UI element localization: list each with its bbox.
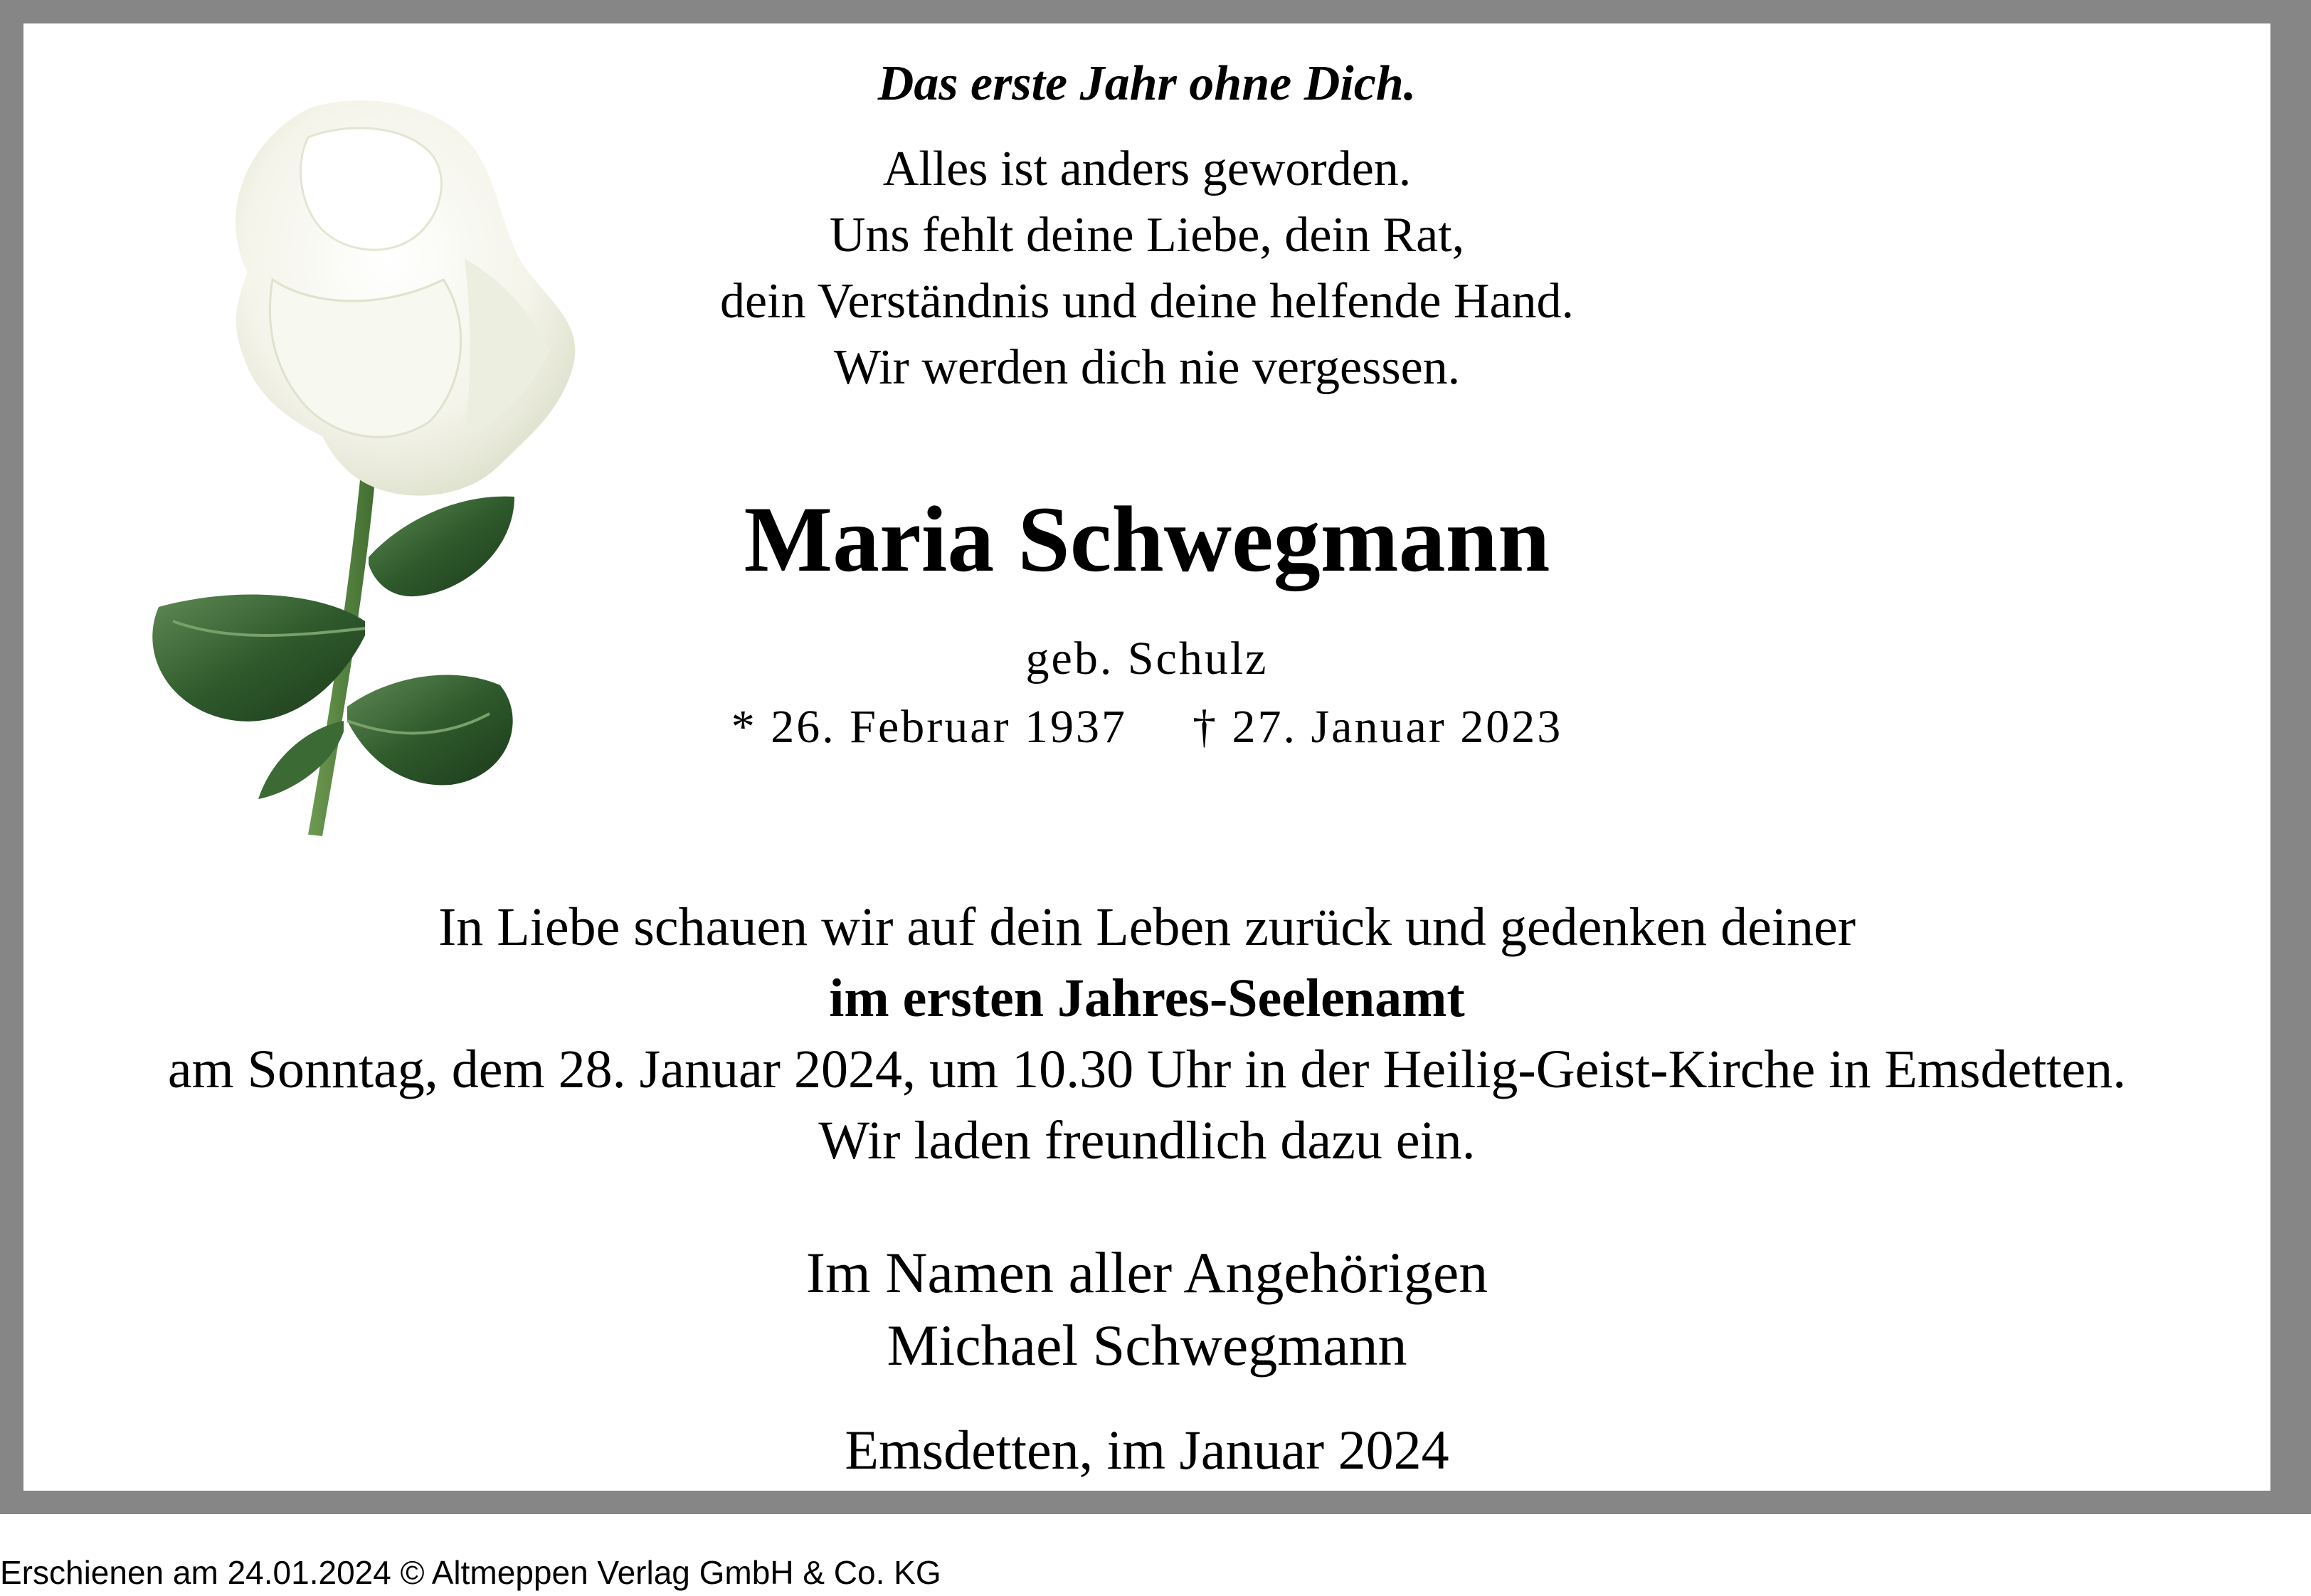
invitation-line: In Liebe schauen wir auf dein Leben zurück und gedenken deiner <box>438 897 1856 957</box>
signature-line: Michael Schwegmann <box>887 1313 1407 1378</box>
poem-line: dein Verständnis und deine helfende Hand. <box>719 274 1575 329</box>
birth-date: * 26. Februar 1937 <box>731 701 1127 753</box>
poem <box>23 136 2270 401</box>
poem-line: Alles ist anders geworden. <box>882 142 1412 196</box>
deceased-name: Maria Schwegmann <box>744 487 1550 591</box>
death-notice <box>23 23 2270 1491</box>
life-dates <box>23 695 2270 759</box>
service-title: im ersten Jahres-Seelenamt <box>829 968 1465 1028</box>
motto: Das erste Jahr ohne Dich. <box>877 56 1417 111</box>
signature <box>23 1237 2270 1382</box>
publication-note: Erschienen am 24.01.2024 © Altmeppen Verlag GmbH & Co. KG <box>0 1554 941 1591</box>
signature-line: Im Namen aller Angehörigen <box>805 1240 1488 1305</box>
poem-line: Uns fehlt deine Liebe, dein Rat, <box>829 208 1465 263</box>
invitation-line: am Sonntag, dem 28. Januar 2024, um 10.30 Uhr in der Heilig-Geist-Kirche in Emsdetten. <box>167 1040 2127 1099</box>
poem-line: Wir werden dich nie vergessen. <box>833 340 1461 395</box>
invitation <box>23 892 2270 1176</box>
death-date: † 27. Januar 2023 <box>1192 701 1563 753</box>
place-date: Emsdetten, im Januar 2024 <box>845 1419 1449 1481</box>
birth-name: geb. Schulz <box>1025 633 1269 685</box>
invitation-line: Wir laden freundlich dazu ein. <box>818 1111 1476 1170</box>
